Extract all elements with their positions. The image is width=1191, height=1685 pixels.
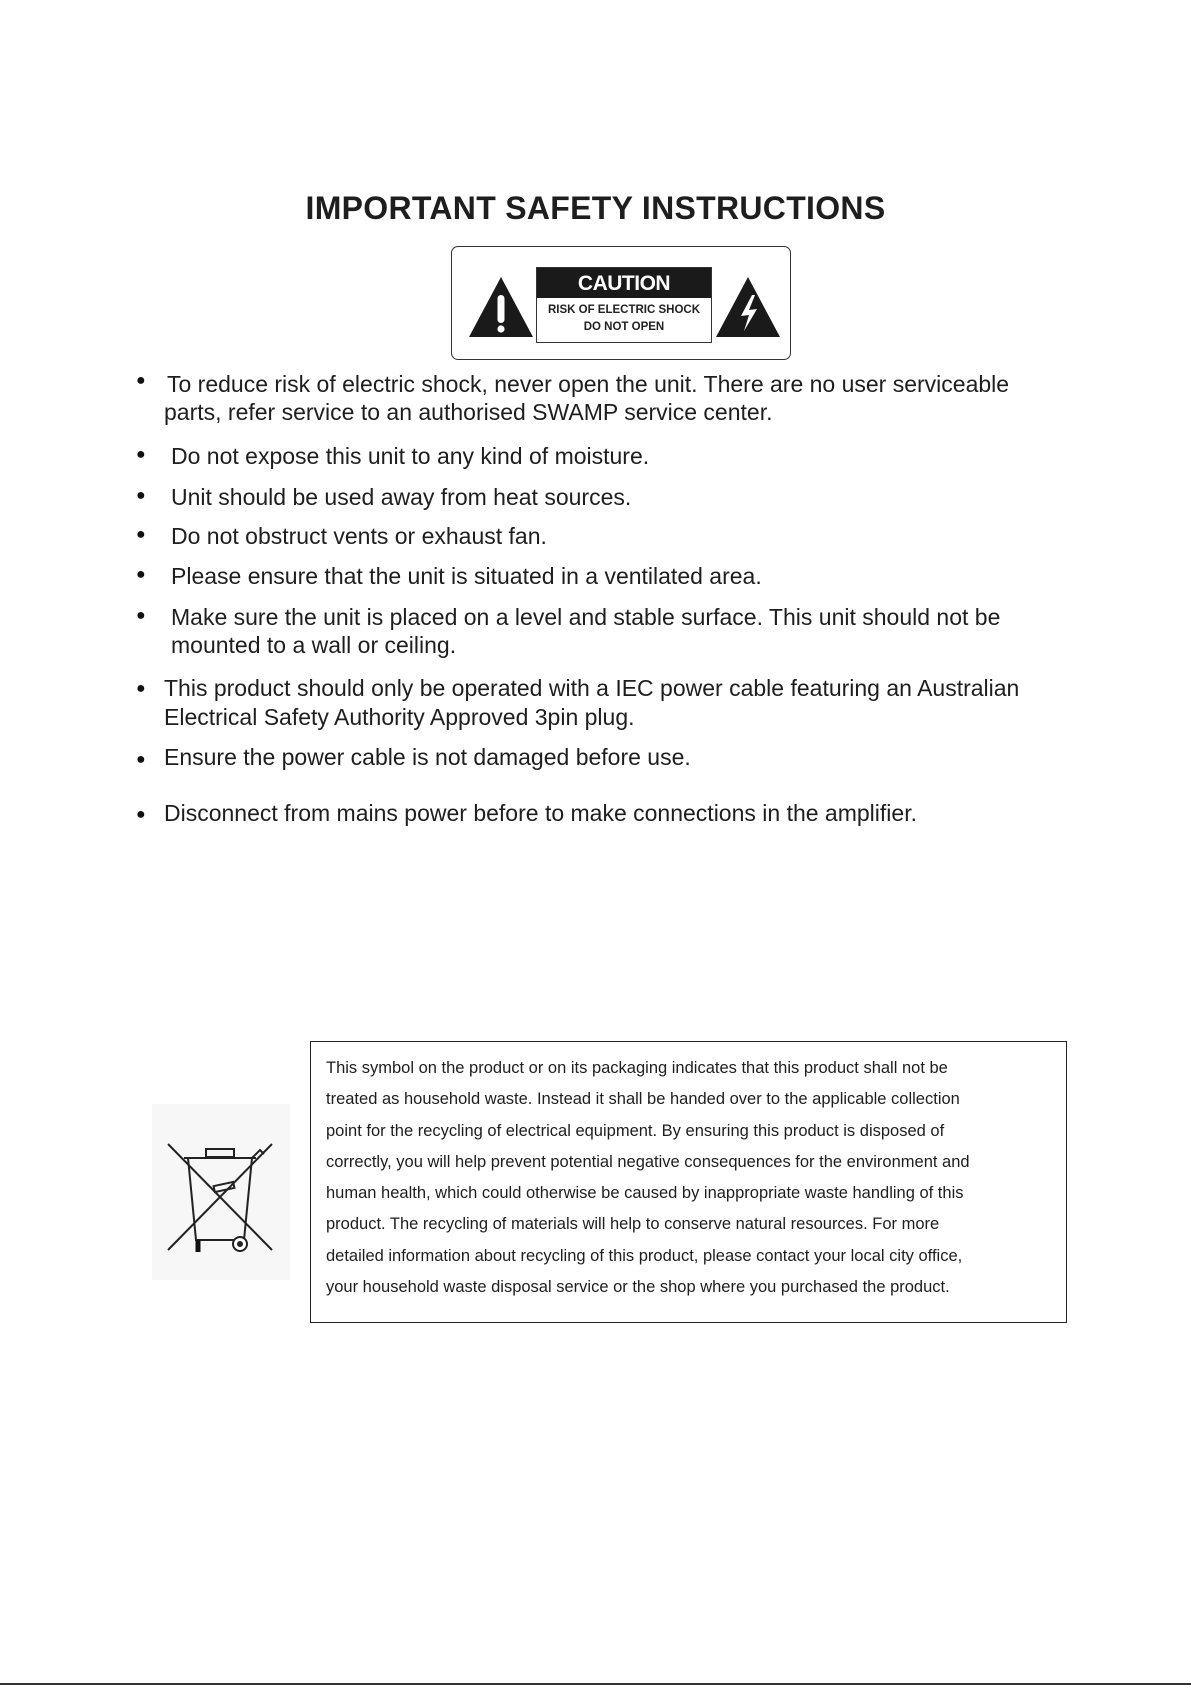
recycling-notice-line: This symbol on the product or on its packaging indicates that this product shall not be — [326, 1059, 948, 1077]
instruction-item-line: To reduce risk of electric shock, never open the unit. There are no user serviceable — [167, 371, 1010, 397]
bullet-icon: ● — [136, 526, 146, 543]
lightning-triangle-icon — [714, 275, 782, 339]
instruction-item-line: This product should only be operated with a IEC power cable featuring an Australian — [164, 675, 1020, 701]
page-title: IMPORTANT SAFETY INSTRUCTIONS — [305, 190, 886, 226]
instruction-item-line: Do not expose this unit to any kind of moisture. — [171, 443, 650, 469]
instruction-item-line: Ensure the power cable is not damaged before use. — [164, 744, 691, 770]
bullet-icon: ● — [136, 607, 146, 624]
recycling-notice-line: your household waste disposal service or the shop where you purchased the product. — [326, 1278, 950, 1297]
caution-warning-line: DO NOT OPEN — [583, 321, 665, 333]
exclamation-triangle-icon — [467, 275, 535, 339]
recycling-notice-line: detailed information about recycling of this product, please contact your local city office, — [326, 1246, 963, 1265]
bullet-icon: ● — [136, 566, 146, 583]
bullet-icon: ● — [136, 372, 146, 389]
instruction-item-line: Electrical Safety Authority Approved 3pin plug. — [164, 704, 635, 730]
caution-label-box — [451, 246, 791, 360]
instruction-item-line: Unit should be used away from heat sources. — [171, 484, 632, 510]
instruction-item-line: Do not obstruct vents or exhaust fan. — [171, 523, 547, 549]
recycling-notice-line: product. The recycling of materials will help to conserve natural resources. For more — [326, 1215, 940, 1234]
recycling-notice-box — [310, 1041, 1067, 1323]
bullet-icon: ● — [136, 751, 146, 768]
bullet-icon: ● — [136, 806, 146, 823]
bullet-icon: ● — [136, 446, 146, 463]
instruction-item-line: parts, refer service to an authorised SWAMP service center. — [164, 399, 773, 425]
recycling-notice-line: correctly, you will help prevent potential negative consequences for the environment and — [326, 1152, 970, 1171]
bullet-icon: ● — [136, 680, 146, 697]
caution-label — [536, 267, 712, 343]
instruction-item-line: Please ensure that the unit is situated in a ventilated area. — [171, 563, 762, 589]
instruction-item-line: Disconnect from mains power before to make connections in the amplifier. — [164, 800, 917, 826]
caution-warning-line: RISK OF ELECTRIC SHOCK — [547, 304, 701, 316]
recycling-notice-line: human health, which could otherwise be caused by inappropriate waste handling of this — [326, 1184, 964, 1203]
crossed-out-wheelie-bin-icon — [152, 1104, 290, 1280]
caution-heading: CAUTION — [537, 268, 711, 298]
bullet-icon: ● — [136, 487, 146, 504]
recycling-notice-line: point for the recycling of electrical equipment. By ensuring this product is disposed of — [326, 1121, 945, 1140]
instruction-item-line: Make sure the unit is placed on a level and stable surface. This unit should not be — [171, 604, 1001, 630]
instruction-item-line: mounted to a wall or ceiling. — [171, 632, 457, 658]
recycling-notice-line: treated as household waste. Instead it shall be handed over to the applicable collection — [326, 1090, 960, 1109]
